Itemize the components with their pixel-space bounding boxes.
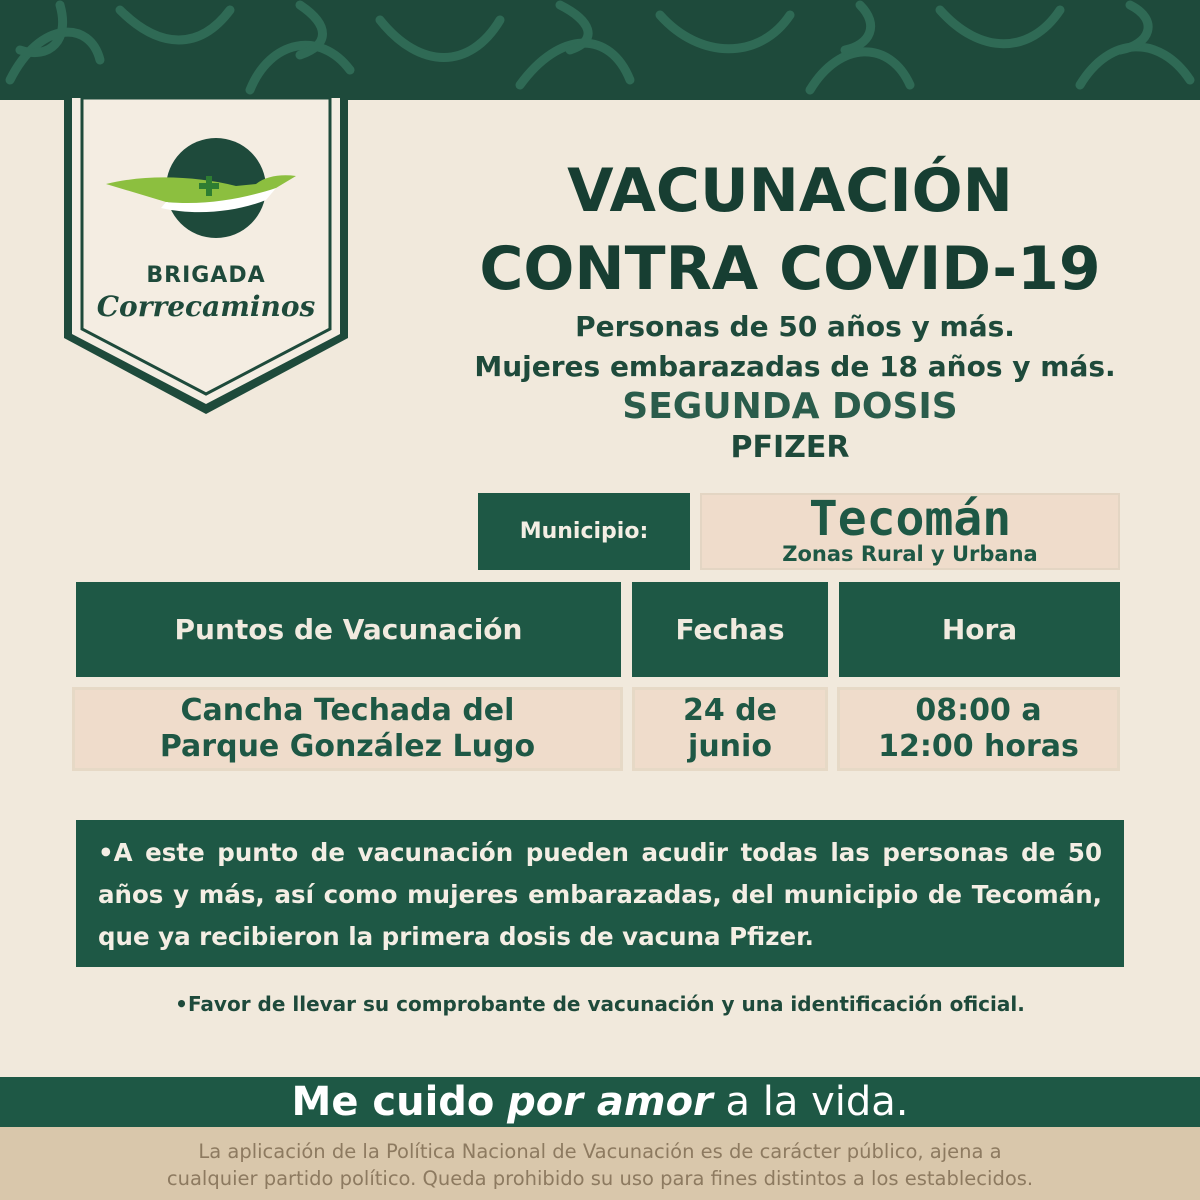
brigada-badge — [62, 98, 350, 416]
municipality-label: Municipio: — [478, 493, 690, 570]
eligibility-note: •A este punto de vacunación pueden acudir todas las personas de 50 años y más, así como mujeres embarazadas, del municipio de Tecomán, que ya recibieron la primera dosis de vacuna Pfizer. — [76, 820, 1124, 967]
slogan-bar — [0, 1077, 1200, 1127]
place-line-2: Parque González Lugo — [159, 729, 536, 764]
legal-footer — [0, 1127, 1200, 1200]
audience-line-2: Mujeres embarazadas de 18 años y más. — [474, 350, 1116, 383]
roadrunner-medical-cross-icon — [106, 136, 306, 246]
footer-line-2: cualquier partido político. Queda prohibido su uso para fines distintos a los establecidos. — [166, 1167, 1034, 1190]
slogan-part-2: por amor — [507, 1079, 713, 1125]
time-line-2: 12:00 horas — [878, 729, 1079, 764]
badge-title: BRIGADA — [146, 263, 266, 288]
municipality-box — [700, 493, 1120, 570]
municipality-zones: Zonas Rural y Urbana — [782, 542, 1038, 566]
table-cell-time — [837, 687, 1120, 771]
vaccine-brand: PFIZER — [730, 430, 850, 465]
table-cell-place — [72, 687, 623, 771]
table-cell-date — [632, 687, 828, 771]
audience-line-1: Personas de 50 años y más. — [575, 310, 1015, 343]
header-cell-places: Puntos de Vacunación — [76, 582, 621, 677]
badge-subtitle: Correcaminos — [96, 290, 316, 323]
place-line-1: Cancha Techada del — [180, 693, 515, 728]
slogan-part-3: a la vida. — [725, 1079, 909, 1125]
requirements-note: •Favor de llevar su comprobante de vacunación y una identificación oficial. — [175, 992, 1025, 1016]
header-cell-dates: Fechas — [632, 582, 828, 677]
date-line-2: junio — [688, 729, 772, 764]
decorative-pattern-band — [0, 0, 1200, 100]
municipality-name: Tecomán — [808, 491, 1012, 547]
dose-label: SEGUNDA DOSIS — [622, 386, 958, 427]
header-cell-time: Hora — [839, 582, 1120, 677]
time-line-1: 08:00 a — [915, 693, 1042, 728]
footer-line-1: La aplicación de la Política Nacional de Vacunación es de carácter público, ajena a — [198, 1140, 1002, 1163]
headline: VACUNACIÓN CONTRA COVID-19 — [479, 156, 1101, 304]
date-line-1: 24 de — [682, 693, 777, 728]
slogan-part-1: Me cuido — [291, 1079, 495, 1125]
